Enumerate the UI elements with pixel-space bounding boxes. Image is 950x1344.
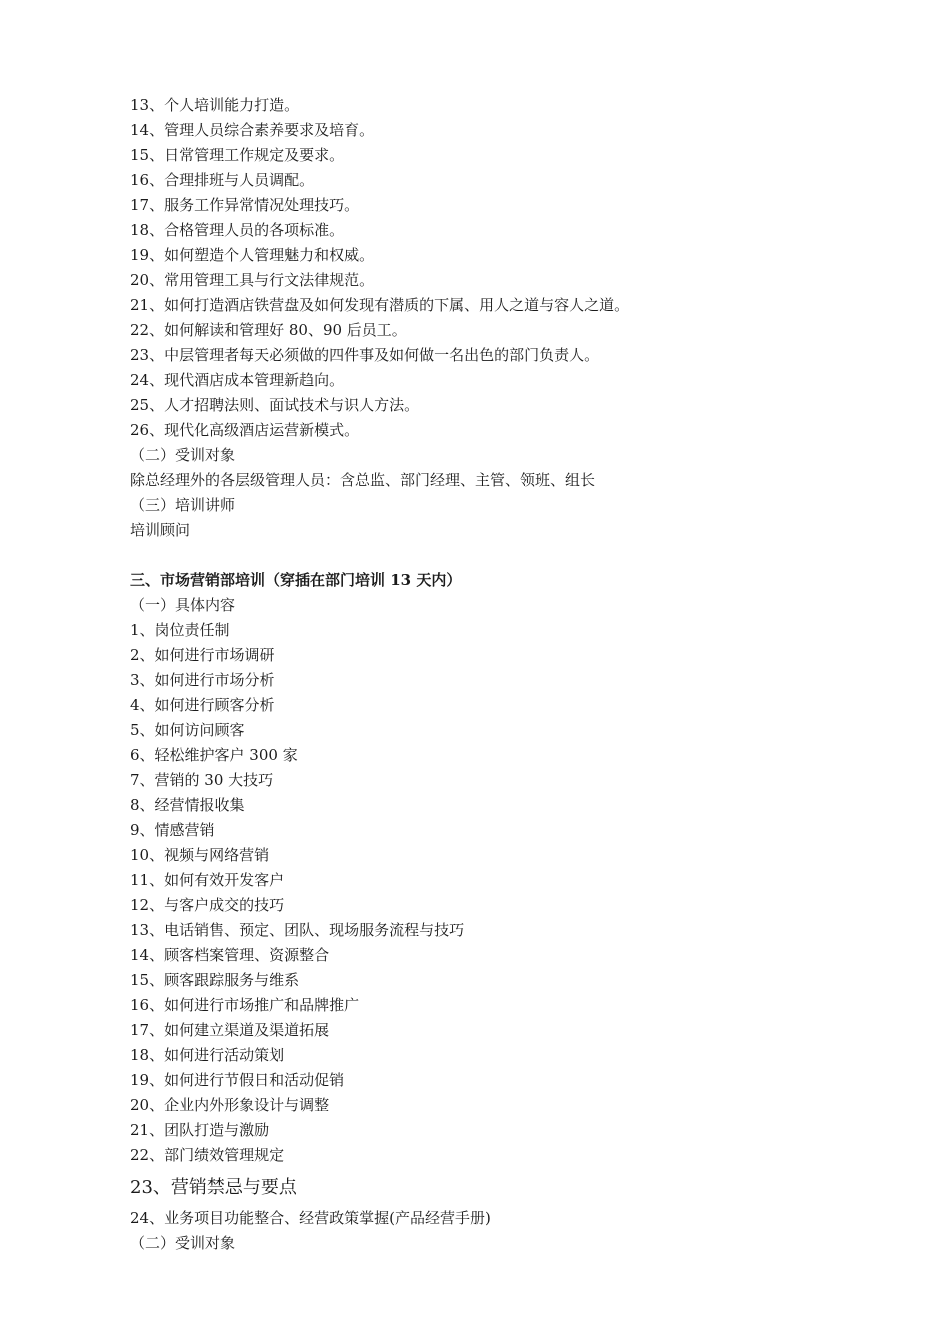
list-item: 19、如何塑造个人管理魅力和权威。 (130, 246, 375, 264)
list-item: 16、如何进行市场推广和品牌推广 (130, 996, 360, 1014)
list-item: 21、如何打造酒店铁营盘及如何发现有潜质的下属、用人之道与容人之道。 (130, 296, 630, 314)
list-item: 3、如何进行市场分析 (130, 671, 275, 689)
list-item: 9、情感营销 (130, 821, 215, 839)
list-item: 15、顾客跟踪服务与维系 (130, 971, 300, 989)
list-item-large: 23、营销禁忌与要点 (130, 1177, 297, 1198)
list-item: 8、经营情报收集 (130, 796, 245, 814)
trainees-heading: （二）受训对象 (130, 1234, 236, 1252)
list-item: 2、如何进行市场调研 (130, 646, 275, 664)
list-item: 13、电话销售、预定、团队、现场服务流程与技巧 (130, 921, 465, 939)
trainees-heading: （二）受训对象 (130, 446, 236, 464)
content-heading: （一）具体内容 (130, 596, 236, 614)
list-item: 7、营销的 30 大技巧 (130, 771, 274, 789)
lecturer-heading: （三）培训讲师 (130, 496, 236, 514)
list-item: 10、视频与网络营销 (130, 846, 270, 864)
list-item: 20、企业内外形象设计与调整 (130, 1096, 330, 1114)
list-item: 15、日常管理工作规定及要求。 (130, 146, 345, 164)
lecturer-text: 培训顾问 (130, 521, 191, 539)
list-item: 14、顾客档案管理、资源整合 (130, 946, 330, 964)
section1-list (130, 93, 850, 443)
list-item: 4、如何进行顾客分析 (130, 696, 275, 714)
list-item: 22、部门绩效管理规定 (130, 1146, 285, 1164)
section2-list (130, 618, 850, 1168)
list-item: 19、如何进行节假日和活动促销 (130, 1071, 345, 1089)
document-page (130, 93, 850, 1256)
trainees-text: 除总经理外的各层级管理人员：含总监、部门经理、主管、领班、组长 (130, 471, 596, 489)
list-item: 24、现代酒店成本管理新趋向。 (130, 371, 345, 389)
list-item: 18、如何进行活动策划 (130, 1046, 285, 1064)
list-item: 17、服务工作异常情况处理技巧。 (130, 196, 360, 214)
list-item: 20、常用管理工具与行文法律规范。 (130, 271, 375, 289)
list-item: 12、与客户成交的技巧 (130, 896, 285, 914)
paragraph-spacer (130, 543, 850, 568)
list-item: 18、合格管理人员的各项标准。 (130, 221, 345, 239)
list-item: 17、如何建立渠道及渠道拓展 (130, 1021, 330, 1039)
list-item: 13、个人培训能力打造。 (130, 96, 300, 114)
list-item: 24、业务项目功能整合、经营政策掌握(产品经营手册) (130, 1209, 491, 1227)
list-item: 14、管理人员综合素养要求及培育。 (130, 121, 375, 139)
list-item: 22、如何解读和管理好 80、90 后员工。 (130, 321, 407, 339)
list-item: 21、团队打造与激励 (130, 1121, 270, 1139)
list-item: 16、合理排班与人员调配。 (130, 171, 315, 189)
list-item: 26、现代化高级酒店运营新模式。 (130, 421, 360, 439)
list-item: 11、如何有效开发客户 (130, 871, 285, 889)
list-item: 1、岗位责任制 (130, 621, 230, 639)
list-item: 5、如何访问顾客 (130, 721, 245, 739)
list-item: 23、中层管理者每天必须做的四件事及如何做一名出色的部门负责人。 (130, 346, 600, 364)
section-title: 三、市场营销部培训（穿插在部门培训 13 天内） (130, 571, 462, 589)
list-item: 25、人才招聘法则、面试技术与识人方法。 (130, 396, 420, 414)
list-item: 6、轻松维护客户 300 家 (130, 746, 298, 764)
